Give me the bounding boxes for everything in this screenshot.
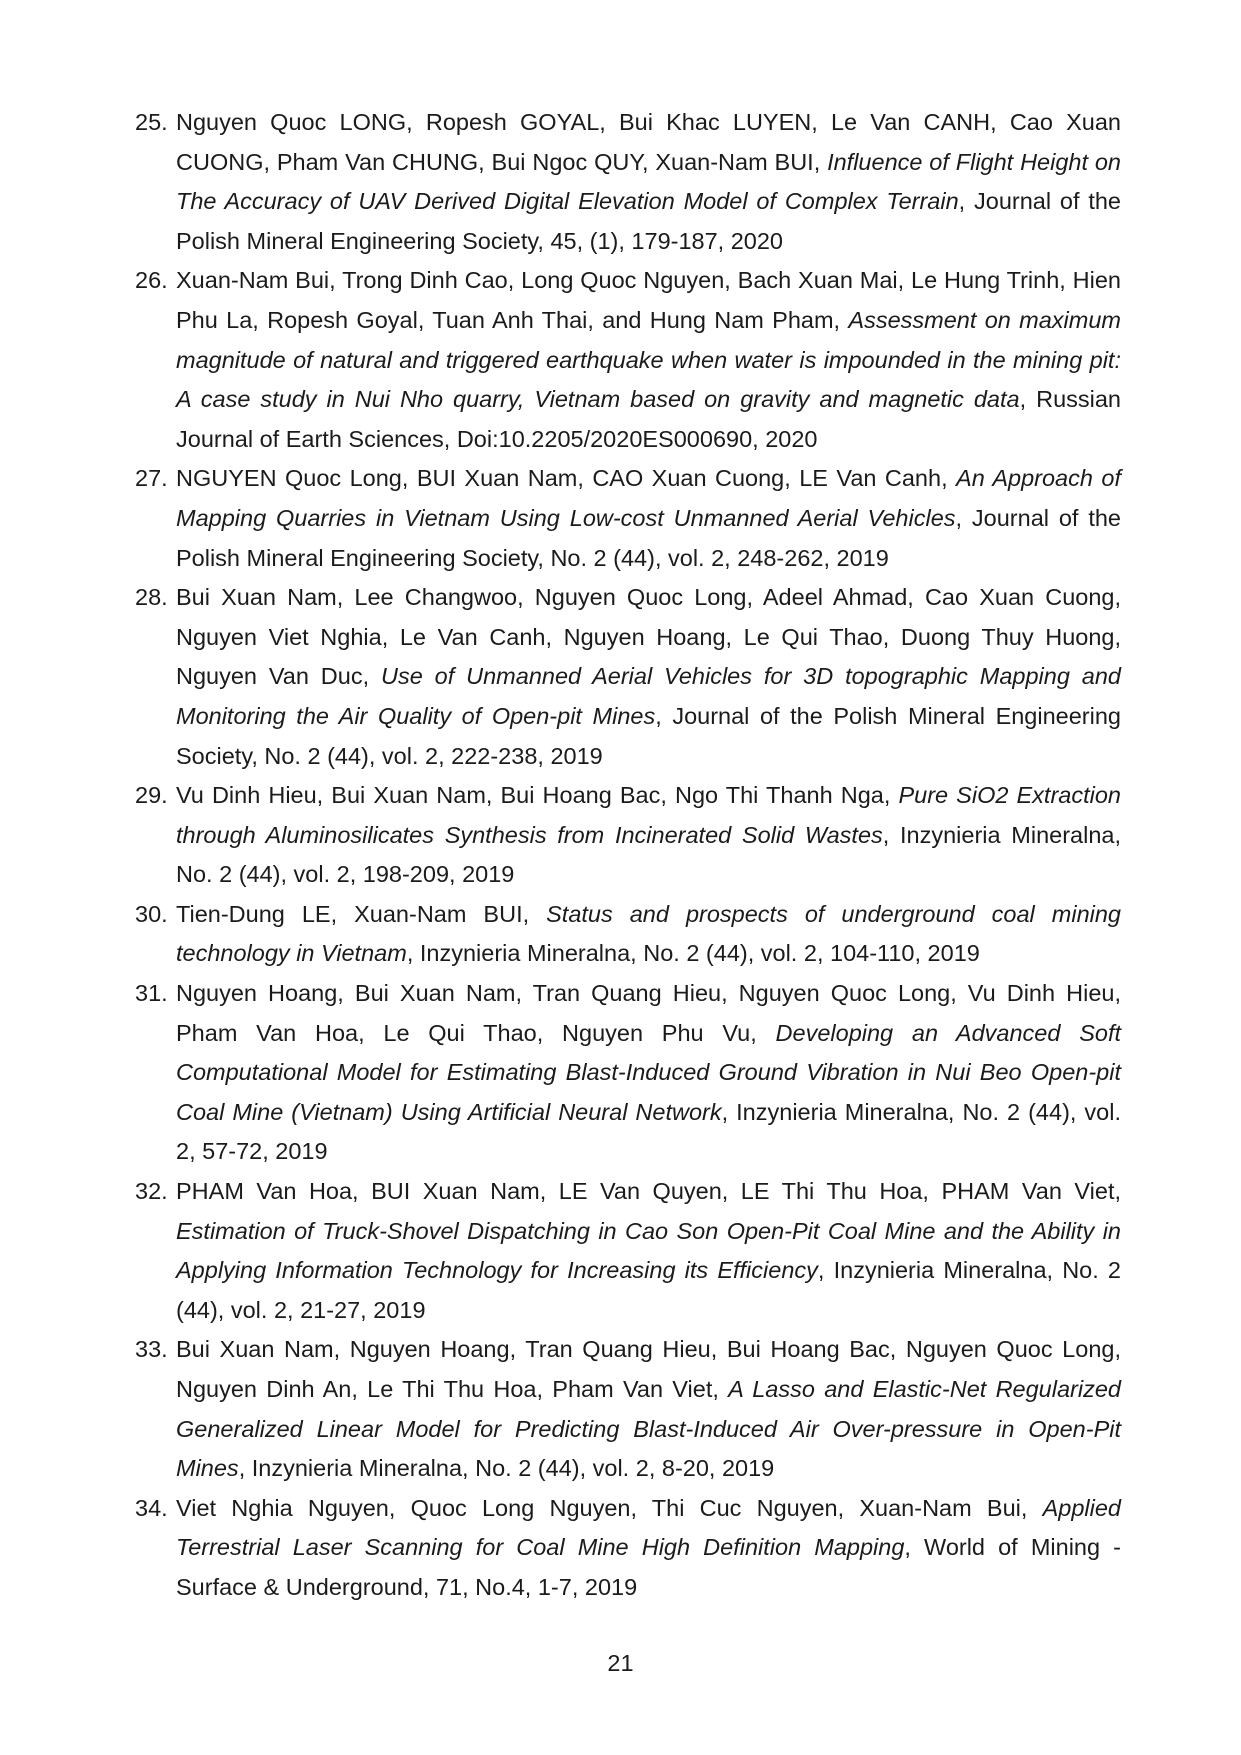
reference-citation-text: Nguyen Hoang, Bui Xuan Nam, Tran Quang Hieu, Nguyen Quoc Long, Vu Dinh Hieu, Pham Van Hoa, Le Qui Thao, Nguyen Phu Vu, — [176, 980, 1121, 1046]
reference-number: 31. — [135, 980, 168, 1007]
reference-title: Status and prospects of underground coal mining technology in Vietnam — [176, 900, 1122, 967]
reference-text — [176, 1489, 1121, 1608]
page-footer — [0, 1648, 1241, 1678]
reference-citation-text: , Inzynieria Mineralna, No. 2 (44), vol. 2, 8-20, 2019 — [238, 1455, 775, 1482]
reference-citation-text: Bui Xuan Nam, Lee Changwoo, Nguyen Quoc Long, Adeel Ahmad, Cao Xuan Cuong, Nguyen Viet Nghia, Le Van Canh, Nguyen Hoang, Le Qui Thao, Duong Thuy Huong, Nguyen Van Duc, — [176, 584, 1121, 690]
reference-citation-text: , Inzynieria Mineralna, No. 2 (44), vol. 2, 104-110, 2019 — [406, 940, 980, 967]
reference-item — [135, 974, 1121, 1172]
reference-citation-text: , Inzynieria Mineralna, No. 2 (44), vol. 2, 57-72, 2019 — [176, 1098, 1122, 1165]
reference-title: Applied Terrestrial Laser Scanning for Coal Mine High Definition Mapping — [176, 1494, 1121, 1561]
reference-citation-text: NGUYEN Quoc Long, BUI Xuan Nam, CAO Xuan Cuong, LE Van Canh, — [176, 465, 957, 492]
reference-citation-text: Vu Dinh Hieu, Bui Xuan Nam, Bui Hoang Bac, Ngo Thi Thanh Nga, — [176, 782, 899, 809]
reference-item — [135, 261, 1121, 459]
reference-item — [135, 103, 1121, 261]
page-number: 21 — [607, 1650, 634, 1676]
reference-text — [176, 459, 1121, 578]
reference-title: Use of Unmanned Aerial Vehicles for 3D topographic Mapping and Monitoring the Air Quality of Open-pit Mines — [176, 663, 1121, 729]
reference-title: Estimation of Truck-Shovel Dispatching in Cao Son Open-Pit Coal Mine and the Ability in Applying Information Technology for Increasing its Efficiency — [176, 1217, 1121, 1284]
reference-text — [176, 776, 1121, 895]
reference-number: 26. — [135, 267, 168, 294]
reference-title: An Approach of Mapping Quarries in Vietnam Using Low-cost Unmanned Aerial Vehicles — [176, 465, 1121, 531]
reference-number: 29. — [135, 782, 168, 809]
reference-citation-text: Bui Xuan Nam, Nguyen Hoang, Tran Quang Hieu, Bui Hoang Bac, Nguyen Quoc Long, Nguyen Dinh An, Le Thi Thu Hoa, Pham Van Viet, — [176, 1336, 1121, 1402]
reference-number: 27. — [135, 465, 168, 492]
reference-number: 34. — [135, 1494, 168, 1521]
reference-text — [176, 1172, 1121, 1330]
reference-item — [135, 1330, 1121, 1488]
reference-number: 32. — [135, 1178, 168, 1205]
reference-citation-text: Tien-Dung LE, Xuan-Nam BUI, — [176, 900, 547, 927]
reference-citation-text: , Inzynieria Mineralna, No. 2 (44), vol. 2, 21-27, 2019 — [176, 1257, 1121, 1323]
reference-citation-text: Nguyen Quoc LONG, Ropesh GOYAL, Bui Khac LUYEN, Le Van CANH, Cao Xuan CUONG, Pham Van CHUNG, Bui Ngoc QUY, Xuan-Nam BUI, — [176, 109, 1121, 175]
reference-list — [135, 103, 1121, 1608]
reference-citation-text: , Russian Journal of Earth Sciences, Doi:10.2205/2020ES000690, 2020 — [176, 386, 1121, 452]
reference-citation-text: , World of Mining - Surface & Underground, 71, No.4, 1-7, 2019 — [176, 1534, 1121, 1600]
reference-citation-text: , Journal of the Polish Mineral Engineering Society, No. 2 (44), vol. 2, 248-262, 2019 — [176, 504, 1121, 571]
reference-item — [135, 1172, 1121, 1330]
reference-text — [176, 578, 1121, 776]
reference-item — [135, 459, 1121, 578]
reference-citation-text: PHAM Van Hoa, BUI Xuan Nam, LE Van Quyen, LE Thi Thu Hoa, PHAM Van Viet, — [176, 1178, 1121, 1205]
reference-citation-text: , Journal of the Polish Mineral Engineering Society, 45, (1), 179-187, 2020 — [176, 188, 1121, 254]
reference-item — [135, 1489, 1121, 1608]
reference-number: 28. — [135, 584, 168, 611]
reference-text — [176, 974, 1121, 1172]
reference-title: Developing an Advanced Soft Computational Model for Estimating Blast-Induced Ground Vibration in Nui Beo Open-pit Coal Mine (Vietnam) Using Artificial Neural Network — [176, 1019, 1122, 1125]
reference-title: Assessment on maximum magnitude of natural and triggered earthquake when water is impounded in the mining pit: A case study in Nui Nho quarry, Vietnam based on gravity and magnetic data — [176, 306, 1122, 413]
reference-number: 30. — [135, 900, 168, 927]
reference-text — [176, 895, 1121, 974]
reference-text — [176, 261, 1121, 459]
reference-text — [176, 1330, 1121, 1488]
reference-citation-text: Xuan-Nam Bui, Trong Dinh Cao, Long Quoc Nguyen, Bach Xuan Mai, Le Hung Trinh, Hien Phu La, Ropesh Goyal, Tuan Anh Thai, and Hung Nam Pham, — [176, 267, 1121, 333]
reference-title: A Lasso and Elastic-Net Regularized Generalized Linear Model for Predicting Blast-Induced Air Over-pressure in Open-Pit Mines — [176, 1376, 1121, 1482]
reference-number: 33. — [135, 1336, 168, 1363]
reference-text — [176, 103, 1121, 261]
reference-title: Pure SiO2 Extraction through Aluminosilicates Synthesis from Incinerated Solid Wastes — [176, 782, 1121, 848]
reference-item — [135, 578, 1121, 776]
reference-citation-text: , Journal of the Polish Mineral Engineering Society, No. 2 (44), vol. 2, 222-238, 2019 — [176, 702, 1121, 769]
reference-number: 25. — [135, 109, 168, 135]
reference-citation-text: , Inzynieria Mineralna, No. 2 (44), vol. 2, 198-209, 2019 — [176, 821, 1121, 888]
reference-item — [135, 776, 1121, 895]
reference-title: Influence of Flight Height on The Accuracy of UAV Derived Digital Elevation Model of Complex Terrain — [176, 148, 1121, 215]
reference-citation-text: Viet Nghia Nguyen, Quoc Long Nguyen, Thi Cuc Nguyen, Xuan-Nam Bui, — [176, 1494, 1043, 1521]
reference-item — [135, 895, 1121, 974]
